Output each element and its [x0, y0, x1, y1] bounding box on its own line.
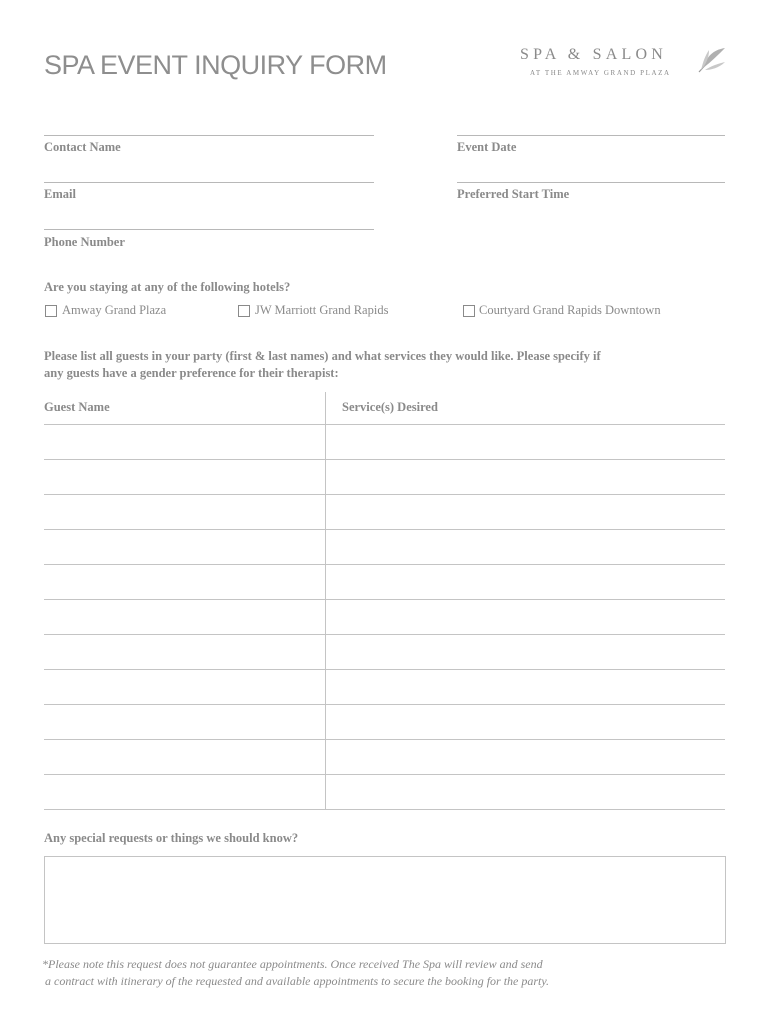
- guests-instructions-line2: any guests have a gender preference for their therapist:: [44, 366, 339, 380]
- event-date-field[interactable]: [457, 135, 725, 136]
- page-title: SPA EVENT INQUIRY FORM: [44, 50, 387, 80]
- table-row[interactable]: [44, 494, 725, 495]
- hotels-question: Are you staying at any of the following hotels?: [44, 280, 291, 294]
- hotel-checkbox-amway[interactable]: [45, 305, 57, 317]
- brand-logo: [520, 44, 730, 84]
- table-row[interactable]: [44, 809, 725, 810]
- disclaimer-footnote: [42, 956, 702, 990]
- table-row[interactable]: [44, 669, 725, 670]
- guest-name-header: Guest Name: [44, 400, 110, 414]
- hotel-checkbox-jw-marriott[interactable]: [238, 305, 250, 317]
- footnote-line2: a contract with itinerary of the requested and available appointments to secure the booking for the party.: [42, 974, 550, 988]
- event-date-label: Event Date: [457, 140, 517, 154]
- start-time-field[interactable]: [457, 182, 725, 183]
- hotel-option-label: Courtyard Grand Rapids Downtown: [479, 303, 661, 317]
- special-requests-textarea[interactable]: [44, 856, 726, 944]
- footnote-line1: *Please note this request does not guarantee appointments. Once received The Spa will review and send: [42, 957, 543, 971]
- phone-label: Phone Number: [44, 235, 125, 249]
- leaf-icon: [697, 44, 727, 74]
- table-row[interactable]: [44, 459, 725, 460]
- phone-field[interactable]: [44, 229, 374, 230]
- services-header: Service(s) Desired: [342, 400, 438, 414]
- email-label: Email: [44, 187, 76, 201]
- guests-instructions-line1: Please list all guests in your party (first & last names) and what services they would like. Please specify if: [44, 349, 601, 363]
- table-column-divider: [325, 392, 326, 810]
- hotel-option-label: Amway Grand Plaza: [62, 303, 167, 317]
- special-requests-label: Any special requests or things we should know?: [44, 831, 299, 845]
- table-row[interactable]: [44, 739, 725, 740]
- table-row[interactable]: [44, 634, 725, 635]
- table-row[interactable]: [44, 774, 725, 775]
- start-time-label: Preferred Start Time: [457, 187, 570, 201]
- contact-name-field[interactable]: [44, 135, 374, 136]
- table-row[interactable]: [44, 529, 725, 530]
- table-row[interactable]: [44, 564, 725, 565]
- brand-subtitle: AT THE AMWAY GRAND PLAZA: [530, 69, 671, 77]
- table-row[interactable]: [44, 424, 725, 425]
- contact-name-label: Contact Name: [44, 140, 121, 154]
- email-field[interactable]: [44, 182, 374, 183]
- hotel-option-label: JW Marriott Grand Rapids: [255, 303, 389, 317]
- table-row[interactable]: [44, 704, 725, 705]
- hotel-checkbox-courtyard[interactable]: [463, 305, 475, 317]
- table-row[interactable]: [44, 599, 725, 600]
- brand-name: SPA & SALON: [520, 46, 667, 63]
